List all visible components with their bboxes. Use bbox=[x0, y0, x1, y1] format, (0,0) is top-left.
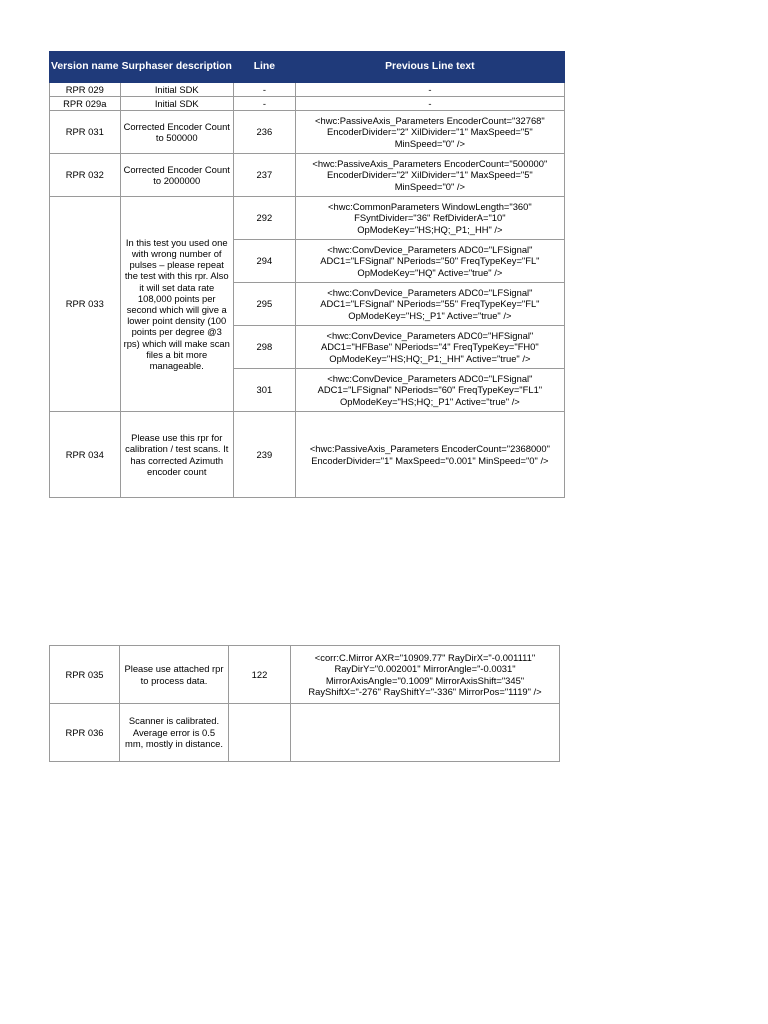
line-cell: 298 bbox=[233, 326, 295, 369]
header-version-name: Version name bbox=[50, 52, 121, 83]
line-text-cell bbox=[291, 704, 560, 762]
line-text-cell: <hwc:CommonParameters WindowLength="360" FSyntDivider="36" RefDividerA="10" OpModeKey="HS;HQ;_P1;_HH" /> bbox=[295, 197, 564, 240]
header-row bbox=[50, 52, 565, 83]
table-row bbox=[50, 646, 560, 704]
header-surphaser-description: Surphaser description bbox=[120, 52, 233, 83]
table-row bbox=[50, 111, 565, 154]
line-cell: 122 bbox=[229, 646, 291, 704]
table-row bbox=[50, 704, 560, 762]
line-cell: 295 bbox=[233, 283, 295, 326]
line-text-cell: - bbox=[295, 83, 564, 97]
version-cell: RPR 031 bbox=[50, 111, 121, 154]
line-text-cell: <hwc:PassiveAxis_Parameters EncoderCount="32768" EncoderDivider="2" XilDivider="1" MaxSpeed="5" MinSpeed="0" /> bbox=[295, 111, 564, 154]
table-row bbox=[50, 412, 565, 498]
version-cell: RPR 036 bbox=[50, 704, 120, 762]
description-cell: Initial SDK bbox=[120, 97, 233, 111]
description-cell: In this test you used one with wrong number of pulses – please repeat the test with this rpr. Also it will set data rate 108,000 points per second which will give a lower point density (100 points per degree @3 rps) which will make scan files a bit more manageable. bbox=[120, 197, 233, 412]
line-cell bbox=[229, 704, 291, 762]
line-cell: - bbox=[233, 97, 295, 111]
description-cell: Initial SDK bbox=[120, 83, 233, 97]
version-cell: RPR 033 bbox=[50, 197, 121, 412]
description-cell: Please use this rpr for calibration / test scans. It has corrected Azimuth encoder count bbox=[120, 412, 233, 498]
line-cell: 294 bbox=[233, 240, 295, 283]
table-row bbox=[50, 83, 565, 97]
version-cell: RPR 035 bbox=[50, 646, 120, 704]
version-table bbox=[49, 51, 565, 498]
version-table-continued bbox=[49, 645, 560, 762]
line-cell: 292 bbox=[233, 197, 295, 240]
description-cell: Scanner is calibrated. Average error is 0.5 mm, mostly in distance. bbox=[120, 704, 229, 762]
line-cell: 236 bbox=[233, 111, 295, 154]
line-text-cell: <hwc:ConvDevice_Parameters ADC0="HFSignal" ADC1="HFBase" NPeriods="4" FreqTypeKey="FH0" OpModeKey="HS;HQ;_P1;_HH" Active="true" /> bbox=[295, 326, 564, 369]
line-text-cell: <hwc:PassiveAxis_Parameters EncoderCount="2368000" EncoderDivider="1" MaxSpeed="0.001" MinSpeed="0" /> bbox=[295, 412, 564, 498]
version-cell: RPR 032 bbox=[50, 154, 121, 197]
line-text-cell: <hwc:ConvDevice_Parameters ADC0="LFSignal" ADC1="LFSignal" NPeriods="50" FreqTypeKey="FL" OpModeKey="HQ" Active="true" /> bbox=[295, 240, 564, 283]
line-text-cell: - bbox=[295, 97, 564, 111]
line-cell: 237 bbox=[233, 154, 295, 197]
table-row bbox=[50, 154, 565, 197]
description-cell: Corrected Encoder Count to 500000 bbox=[120, 111, 233, 154]
header-line: Line bbox=[233, 52, 295, 83]
table-row bbox=[50, 197, 565, 240]
description-cell: Corrected Encoder Count to 2000000 bbox=[120, 154, 233, 197]
line-text-cell: <hwc:PassiveAxis_Parameters EncoderCount="500000" EncoderDivider="2" XilDivider="1" MaxSpeed="5" MinSpeed="0" /> bbox=[295, 154, 564, 197]
line-text-cell: <hwc:ConvDevice_Parameters ADC0="LFSignal" ADC1="LFSignal" NPeriods="55" FreqTypeKey="FL" OpModeKey="HS;_P1" Active="true" /> bbox=[295, 283, 564, 326]
line-cell: - bbox=[233, 83, 295, 97]
version-cell: RPR 029 bbox=[50, 83, 121, 97]
description-cell: Please use attached rpr to process data. bbox=[120, 646, 229, 704]
table-row bbox=[50, 97, 565, 111]
line-cell: 239 bbox=[233, 412, 295, 498]
line-text-cell: <corr:C.Mirror AXR="10909.77" RayDirX="-0.001111" RayDirY="0.002001" MirrorAngle="-0.0031" MirrorAxisAngle="0.1009" MirrorAxisShift="345" RayShiftX="-276" RayShiftY="-336" MirrorPos="1119" /> bbox=[291, 646, 560, 704]
line-cell: 301 bbox=[233, 369, 295, 412]
version-cell: RPR 034 bbox=[50, 412, 121, 498]
version-cell: RPR 029a bbox=[50, 97, 121, 111]
header-previous-line-text: Previous Line text bbox=[295, 52, 564, 83]
line-text-cell: <hwc:ConvDevice_Parameters ADC0="LFSignal" ADC1="LFSignal" NPeriods="60" FreqTypeKey="FL1" OpModeKey="HS;HQ;_P1" Active="true" /> bbox=[295, 369, 564, 412]
